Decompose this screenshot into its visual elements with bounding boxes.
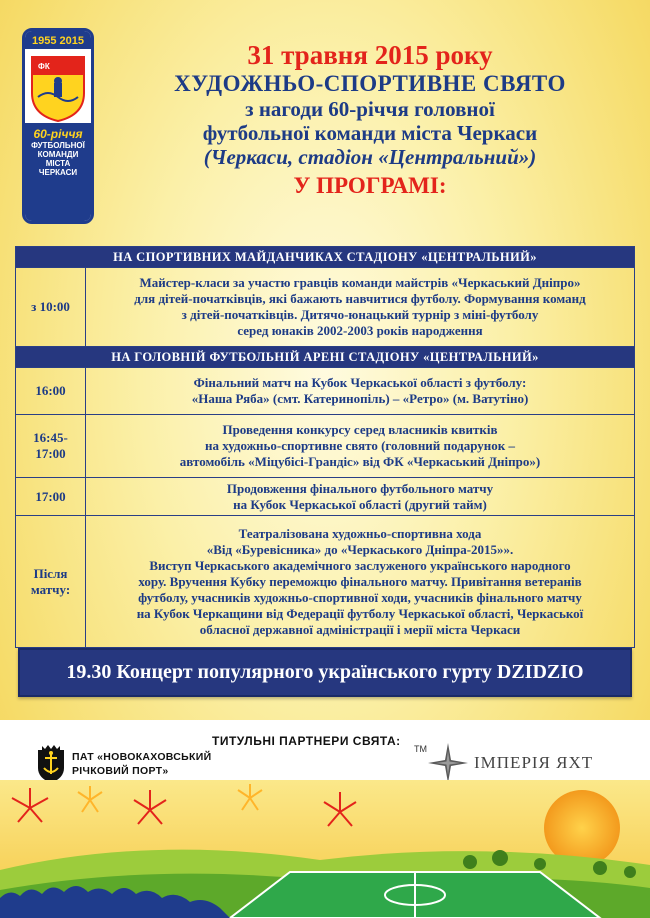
concert-banner: 19.30 Концерт популярного українського гурту DZIDZIO <box>18 648 632 697</box>
section-header-row <box>16 247 635 268</box>
club-logo <box>22 28 94 224</box>
poster-header <box>110 40 630 200</box>
anchor-shield-icon <box>36 744 66 784</box>
port-name <box>72 750 211 778</box>
yacht-name: ІМПЕРІЯ ЯХТ <box>474 753 594 772</box>
schedule-description <box>86 268 635 347</box>
schedule-time: 16:00 <box>16 368 86 415</box>
schedule-row <box>16 415 635 478</box>
description-line: Театралізована художньо-спортивна хода <box>238 525 482 541</box>
description-line: «Від «Буревісника» до «Черкаського Дніпра-2015»». <box>206 541 514 557</box>
description-line: «Наша Ряба» (смт. Катеринопіль) – «Ретро» (м. Ватутіно) <box>191 391 529 406</box>
section-header: НА СПОРТИВНИХ МАЙДАНЧИКАХ СТАДІОНУ «ЦЕНТРАЛЬНИЙ» <box>16 247 635 268</box>
partners-title: ТИТУЛЬНІ ПАРТНЕРИ СВЯТА: <box>212 734 401 748</box>
description-line: хору. Вручення Кубку переможцю фінального матчу. Привітання ветеранів <box>138 573 582 589</box>
schedule-row <box>16 368 635 415</box>
crest-icon <box>28 53 88 123</box>
section-header-row <box>16 347 635 368</box>
time-line: 16:45- <box>33 430 68 445</box>
event-title: ХУДОЖНЬО-СПОРТИВНЕ СВЯТО <box>174 71 566 96</box>
description-line: футболу, учасників художньо-спортивної ходи, учасників фінального матчу <box>138 589 582 605</box>
svg-text:ФК: ФК <box>38 62 50 71</box>
logo-caption-line: МІСТА <box>45 159 71 168</box>
description-line: для дітей-початківців, які бажають навчитися футболу. Формування команд <box>134 291 586 306</box>
time-line: матчу: <box>30 581 71 597</box>
schedule-time: з 10:00 <box>16 268 86 347</box>
schedule-row <box>16 268 635 347</box>
port-name-line: РІЧКОВИЙ ПОРТ» <box>72 765 169 777</box>
stadium-scene-illustration <box>0 780 650 918</box>
time-line: Після <box>33 565 68 581</box>
schedule-table <box>15 246 635 648</box>
event-subtitle-line1: з нагоди 60-річчя головної <box>245 97 495 121</box>
event-date: 31 травня 2015 року <box>247 40 493 70</box>
logo-anniversary: 60-річчя <box>33 127 83 141</box>
schedule-time <box>16 516 86 648</box>
description-line: на художньо-спортивне свято (головний подарунок – <box>204 438 516 453</box>
logo-caption-line: КОМАНДИ <box>37 150 79 159</box>
event-subtitle-line2: футбольної команди міста Черкаси <box>202 121 538 145</box>
description-line: Продовження фінального футбольного матчу <box>226 480 494 496</box>
schedule-description <box>86 478 635 516</box>
description-line: на Кубок Черкаської області (другий тайм) <box>233 496 487 512</box>
logo-caption-line: ФУТБОЛЬНОЇ <box>31 141 85 150</box>
description-line: серед юнаків 2002-2003 років народження <box>237 323 483 338</box>
description-line: обласної державної адміністрації і мерії міста Черкаси <box>199 621 521 637</box>
logo-caption-line: ЧЕРКАСИ <box>38 168 78 177</box>
port-name-line: ПАТ «НОВОКАХОВСЬКИЙ <box>72 751 212 763</box>
description-line: Проведення конкурсу серед власників квитків <box>222 422 498 437</box>
schedule-description <box>86 368 635 415</box>
description-line: Майстер-класи за участю гравців команди майстрів «Черкаський Дніпро» <box>139 275 581 290</box>
schedule-row <box>16 516 635 648</box>
schedule-description <box>86 516 635 648</box>
event-place: (Черкаси, стадіон «Центральний») <box>203 145 537 169</box>
description-line: автомобіль «Міцубісі-Грандіс» від ФК «Черкаський Дніпро») <box>179 454 541 469</box>
schedule-time: 17:00 <box>16 478 86 516</box>
schedule-description <box>86 415 635 478</box>
compass-star-icon <box>428 743 468 783</box>
logo-years: 1955 2015 <box>25 31 91 49</box>
description-line: на Кубок Черкащини від Федерації футболу Черкаської області, Черкаської <box>136 605 584 621</box>
description-line: з дітей-початківців. Дитячо-юнацький турнір з міні-футболу <box>181 307 539 322</box>
schedule-row <box>16 478 635 516</box>
description-line: Виступ Черкаського академічного заслуженого українського народного <box>149 557 571 573</box>
logo-caption <box>25 123 91 221</box>
program-heading: У ПРОГРАМІ: <box>293 173 447 198</box>
trademark-mark: TM <box>414 744 427 754</box>
time-line: 17:00 <box>35 446 66 461</box>
section-header: НА ГОЛОВНІЙ ФУТБОЛЬНІЙ АРЕНІ СТАДІОНУ «ЦЕНТРАЛЬНИЙ» <box>16 347 635 368</box>
description-line: Фінальний матч на Кубок Черкаської області з футболу: <box>193 375 527 390</box>
schedule-time <box>16 415 86 478</box>
